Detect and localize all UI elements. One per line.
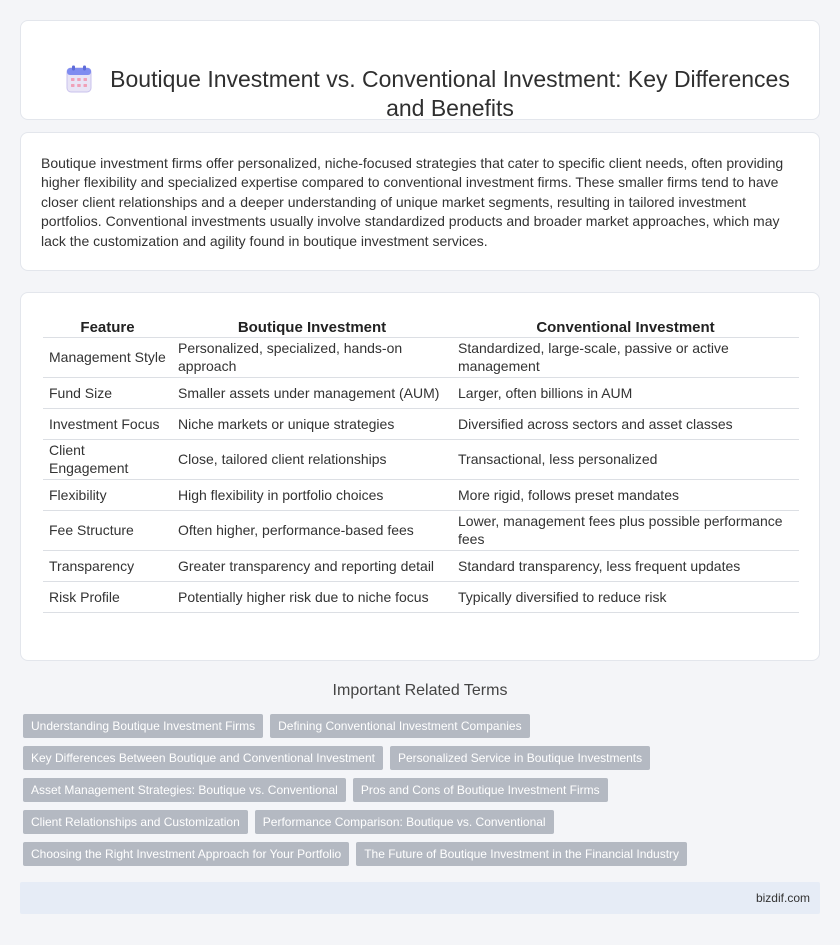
table-row <box>43 408 799 439</box>
feature-cell: Risk Profile <box>43 581 172 612</box>
boutique-cell: Smaller assets under management (AUM) <box>172 377 452 408</box>
conventional-cell: More rigid, follows preset mandates <box>452 479 799 510</box>
column-header-conventional: Conventional Investment <box>452 315 799 337</box>
conventional-cell: Standard transparency, less frequent updates <box>452 550 799 581</box>
conventional-cell: Transactional, less personalized <box>452 439 799 479</box>
feature-cell: Fee Structure <box>43 510 172 550</box>
related-term-tag[interactable]: Key Differences Between Boutique and Conventional Investment <box>23 746 383 770</box>
related-term-tag[interactable]: Defining Conventional Investment Companies <box>270 714 529 738</box>
comparison-table <box>43 315 799 613</box>
page-title: Boutique Investment vs. Conventional Investment: Key Differences and Benefits <box>110 66 790 121</box>
conventional-cell: Typically diversified to reduce risk <box>452 581 799 612</box>
related-term-tag[interactable]: Choosing the Right Investment Approach for Your Portfolio <box>23 842 349 866</box>
feature-cell: Management Style <box>43 337 172 377</box>
table-row <box>43 550 799 581</box>
header-card <box>20 20 820 120</box>
table-row <box>43 439 799 479</box>
conventional-cell: Standardized, large-scale, passive or active management <box>452 337 799 377</box>
related-terms-title: Important Related Terms <box>332 682 508 699</box>
boutique-cell: Close, tailored client relationships <box>172 439 452 479</box>
related-term-tag[interactable]: Client Relationships and Customization <box>23 810 248 834</box>
comparison-table-card <box>20 292 820 661</box>
related-term-tag[interactable]: Performance Comparison: Boutique vs. Conventional <box>255 810 554 834</box>
column-header-feature: Feature <box>43 315 172 337</box>
table-row <box>43 479 799 510</box>
column-header-boutique: Boutique Investment <box>172 315 452 337</box>
conventional-cell: Larger, often billions in AUM <box>452 377 799 408</box>
boutique-cell: Personalized, specialized, hands-on approach <box>172 337 452 377</box>
calendar-icon <box>66 65 92 93</box>
boutique-cell: Often higher, performance-based fees <box>172 510 452 550</box>
boutique-cell: High flexibility in portfolio choices <box>172 479 452 510</box>
footer-bar <box>20 882 820 914</box>
related-term-tag[interactable]: Asset Management Strategies: Boutique vs. Conventional <box>23 778 346 802</box>
feature-cell: Transparency <box>43 550 172 581</box>
intro-card <box>20 132 820 271</box>
conventional-cell: Diversified across sectors and asset classes <box>452 408 799 439</box>
related-terms-list <box>23 714 823 874</box>
intro-paragraph: Boutique investment firms offer personalized, niche-focused strategies that cater to specific client needs, often providing higher flexibility and specialized expertise compared to conventional investment firms. These smaller firms tend to have closer client relationships and a deeper understanding of unique market segments, resulting in tailored investment portfolios. Conventional investments usually involve standardized products and broader market approaches, which may lack the customization and agility found in boutique investment services. <box>41 155 784 249</box>
feature-cell: Investment Focus <box>43 408 172 439</box>
feature-cell: Flexibility <box>43 479 172 510</box>
table-row <box>43 337 799 377</box>
boutique-cell: Potentially higher risk due to niche focus <box>172 581 452 612</box>
table-row <box>43 377 799 408</box>
table-row <box>43 510 799 550</box>
table-row <box>43 581 799 612</box>
related-term-tag[interactable]: Pros and Cons of Boutique Investment Firms <box>353 778 608 802</box>
related-term-tag[interactable]: The Future of Boutique Investment in the Financial Industry <box>356 842 687 866</box>
related-term-tag[interactable]: Understanding Boutique Investment Firms <box>23 714 263 738</box>
feature-cell: Fund Size <box>43 377 172 408</box>
conventional-cell: Lower, management fees plus possible performance fees <box>452 510 799 550</box>
boutique-cell: Niche markets or unique strategies <box>172 408 452 439</box>
table-header-row <box>43 315 799 337</box>
related-term-tag[interactable]: Personalized Service in Boutique Investments <box>390 746 650 770</box>
boutique-cell: Greater transparency and reporting detail <box>172 550 452 581</box>
site-brand-link[interactable]: bizdif.com <box>755 891 810 905</box>
feature-cell: Client Engagement <box>43 439 172 479</box>
